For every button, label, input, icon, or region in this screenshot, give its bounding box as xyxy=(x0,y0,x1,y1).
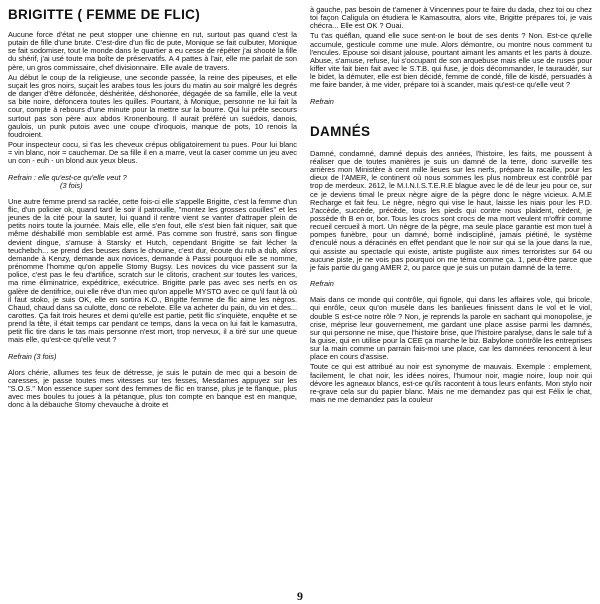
song-title-brigitte: BRIGITTE ( FEMME DE FLIC) xyxy=(8,7,200,22)
song-title-damnes: DAMNÉS xyxy=(310,123,371,139)
lyrics-paragraph: Pour inspecteur cocu, si t'as les cheveux crépus obligatoirement tu pues. Pour lui blanc = vin blanc, noir = cauchemar. De sa fille il en a marre, veut la caser comme un jeu avec un con - euh - un blond aux yeux bleus. xyxy=(8,140,297,166)
right-column xyxy=(310,6,592,406)
refrain-line: Refrain : elle qu'est-ce qu'elle veut ? xyxy=(8,172,127,182)
lyrics-paragraph: Une autre femme prend sa raclée, cette fois-ci elle s'appelle Brigitte, c'est la femme d'un flic, d'un policier ok, quand tard le soir il patrouille, "montez les grosses couilles" et les jeunes de la cité pour la sauter, lui quand il rentre vient se vanter d'attraper plein de petits noirs toute la journée. Mais elle, elle s'en fout, elle s'est bien fait niquer, sait que même déshabillé mon semblable est armé. Pas comme son frustré, sans son flingue devient dingue, s'amuse à Starsky et Hutch, cependant Brigitte se fait lécher la teuchebch... se prend des beuses dans le chouine, c'est dur, écoute du rub a dub, alors demande à Kenzy, demande aux novices, demande à Passi pourquoi elle se nomme, prénomme l'homme qu'on appelle Stomy Bugsy. Les novices du vice passent sur la police, c'est pas le feu d'artifice, scratch sur le clitoris, crachent sur toutes les varices, ma rime éliminatrice, expéditrice, exécutrice. Brigitte parle pas avec ses nerfs en os galère de dentifrice, oui elle rêve d'un mec qu'on appelle MYSTO avec ce qu'il faut là où il faut stoko, je suis OK, elle en sortira K.O., Brigitte femme de flic aime les nègros. Chaud, chaud dans sa culotte, donc ce rebelote. Elle va acheter du pain, du vin et des... carottes. Ça fait trois heures et demi qu'elle est partie, petit flic s'inquiète, enquête et se prend la tête, il était temps car pendant ce temps, dans la veca on lui fait le kamasutra, petit flic tire dans le tas mais personne n'est mort, trop nerveux, il a tiré sur une queue mais elle, qu'est-ce qu'elle veut ? xyxy=(8,196,297,345)
lyrics-paragraph: Tu t'as quéflan, quand elle suce sent-on le bout de ses dents ? Non. Est-ce qu'elle accumule, gesticule comme une mule. Alors démontre, ou montre nous comment tu l'encules. Epouse soi disant jalouse, pourtant aimant les amants et les parts à douze. Abuse, s'amuse, refuse, lui s'occupant de son arquebuse mais elle use de ruses pour kiffer vite fait bien fait avec le S.T.B. qui fuse, je dois décommander, le tauraudér, sur le bidet, la démuter, elle est bien décidé, femme de condé, fille de kisdé, persuadés à me faire bander, à me vider, prépare toi à scander, mais qu'est-ce qu'elle veut ? xyxy=(310,31,592,90)
lyrics-paragraph: Alors chérie, allumes tes feux de détresse, je suis le putain de mec qui a besoin de caresses, je passe toutes mes vitesses sur tes fesses, Mesdames appuyez sur les "S.O.S." Mon essence super sont des femmes de flic en transe, plus je te flanque, plus avec mes boules tu joues à la pétanque, plus ton compte en banque est en manque, donc à la débauche Stomy chevauche à droite et xyxy=(8,367,297,410)
refrain-label: Refrain xyxy=(310,279,334,289)
refrain-repeat-count: (3 fois) xyxy=(60,180,83,190)
page-number: 9 xyxy=(297,589,303,603)
lyrics-paragraph: Mais dans ce monde qui contrôle, qui fignole, qui dans les affaires vole, qui bricole, qui enrôle, ceux qu'on musèle dans les banlieues finissent dans le vol et le viol, double S est-ce notre rôle ? Non, je reprends la parole en sachant qui monopolise, je crise, méprise leur gouvernement, me gardant une place assise parmi les damnés, sur qui personne ne mise, que l'histoire brise, que l'histoire paralyse, dans le sale tuf à la guise, qui en utilise pour la CEE ça marche le biz. Babylone contrôle les entreprises sur la main comme un parrain fais-moi une place, car les damnées renoncent à leur place en cours d'assise. xyxy=(310,295,592,362)
lyrics-paragraph: Au début le coup de la religieuse, une seconde passée, la reine des pipeuses, et elle suçait les gros noirs, suçait les arabes tous les jours du matin au soir malgré les degrés de danger d'être défoncée, déshéritée, déshonorée, dégagée de sa famille, elle la veut sa bite noire, défoncera toutes les quilles. Pourtant, à Monique, personne ne lui fait la cour, compte à rebours d'une minute pour la mettre sur la bourre. Qui lui prête secours surtout pas son père aux abdos Kronenbourg. Il aurait préféré un suédois, danois, gaulois, un punk putois avec une coupe d'iroquois, manque de pots, 10 renois la foudroient. xyxy=(8,72,297,139)
refrain-label: Refrain xyxy=(310,96,334,106)
refrain-label xyxy=(8,174,297,190)
lyrics-paragraph: à gauche, pas besoin de t'amener à Vincennes pour te faire du dada, chez toi ou chez toi façon Caligula on étudiera le Kamasoutra, alors vite, Brigitte prépares toi, je vais chécra... Elle est OK ? Ouai. xyxy=(310,5,592,31)
lyrics-paragraph: Aucune force d'état ne peut stopper une chienne en rut, surtout pas quand c'est la putain de fille d'une brute. C'est-dire d'un flic de pute, Monique se fait culbuter, Monique se fait sodomiser, tout le monde dans le quartier a eu cesse de répéter j'ai shooté la fille du shérif, j'ai usé toute ma boîte de préservatifs. A 4 pattes à l'air, elle me parlait de son père, un gros commissaire, chef divisionnaire. Elle avale de travers. xyxy=(8,30,297,72)
left-column xyxy=(8,6,297,412)
refrain-label: Refrain (3 fois) xyxy=(8,351,57,361)
lyrics-paragraph: Toute ce qui est attribué au noir est synonyme de mauvais. Exemple : emplement, facilement, le chat noir, les idées noires, l'humour noir, magie noire, loup noir qui dévore les agneaux blancs, est-ce qu'ils racontent à tous leurs enfants. Mon stylo noir re-grave cela sur du papier blanc. Mais ne me demandez pas qui est Félix le chat, mais ne me demandez pas la couleur xyxy=(310,362,592,405)
lyrics-paragraph: Damné, condamné, damné depuis des années, l'histoire, les faits, me poussent à réaliser que de toutes manières je suis un damné de la terre, donc surveille tes arrières mon Ministère à cent mille lieues sur les nerfs, prépare la racaille, pour les dieux de l'AMER, le continent où nous sommes les plus nombreux est contrôlé par trop de merdeux. 2612, le M.I.N.I.S.T.E.R.E blague avec le dé de leur jeu pour ce, sur ce je deviens timal le preux nègre aigre de la pègre donc le nègre vicieux. A.M.E Recharge et fait feu. Le nègre, nègro qui vise le haut, laisse les niais pour les P.D. J'accède, succède, précède, tous les pieds qui contre nous plaident, cèdent, je possède th B en or, bor. Tous les crocs sont crocs de ma mort veulent m'offrir comme recueil cercueil à mort. Un nègre de la pègre, ma seule place garantie est mon tuel à pompes funèbre, pour un damné, borné indiscipliné, jamais piétiné, le système d'enculé nous a déracinés en effet pendant que le noir sur qui se la joue dans la rue, qui assiste au spectacle qui existe, artiste pugiliste aux rimes terroristes sur 64 ou aucune piste, je ne vois pas pourquoi on me téma comme ça. 1, peut-être parce que je fais partie du gang AMER 2, ou parce que je suis un putain damné de la terre. xyxy=(310,148,592,272)
